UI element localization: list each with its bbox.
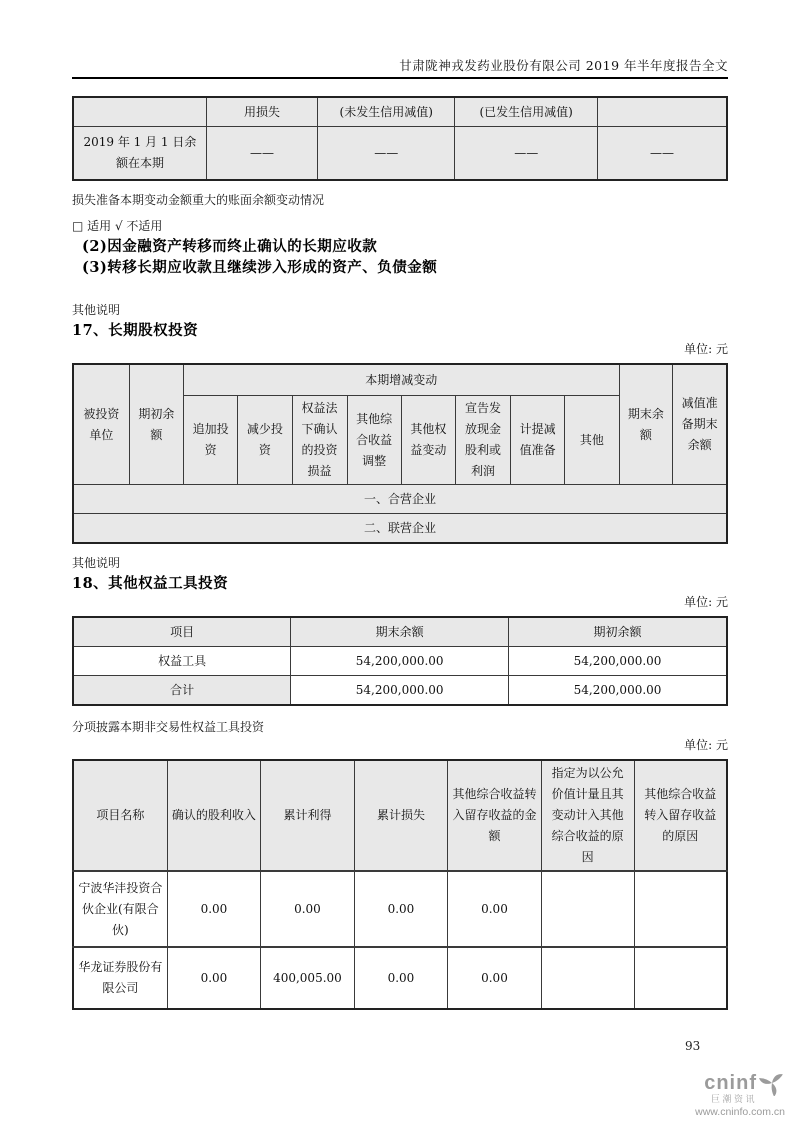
header-cell (73, 97, 206, 127)
section-heading-3: (3)转移长期应收款且继续涉入形成的资产、负债金额 (82, 259, 438, 276)
document-header-title: 甘肃陇神戎发药业股份有限公司 2019 年半年度报告全文 (399, 58, 728, 73)
header-cell: 期初余额 (509, 617, 727, 647)
header-cell: 确认的股利收入 (167, 760, 261, 871)
subheader-cell: 其他 (565, 396, 619, 485)
item-name-cell: 华龙证券股份有限公司 (73, 947, 167, 1009)
header-cell: 期末余额 (619, 364, 673, 485)
header-cell: 累计利得 (261, 760, 355, 871)
category-cell: 一、合营企业 (73, 485, 727, 514)
value-cell: —— (455, 127, 598, 181)
header-divider (72, 77, 728, 79)
disclosure-note: 分项披露本期非交易性权益工具投资 (72, 720, 265, 734)
header-cell: (未发生信用减值) (318, 97, 455, 127)
table-row-total (73, 676, 727, 706)
other-note: 其他说明 (72, 556, 121, 570)
header-cell: 其他综合收益转入留存收益的原因 (634, 760, 727, 871)
header-cell: 减值准备期末余额 (673, 364, 727, 485)
value-cell: 400,005.00 (261, 947, 355, 1009)
loss-change-note: 损失准备本期变动金额重大的账面余额变动情况 (72, 193, 325, 207)
section-18-title: 18、其他权益工具投资 (72, 575, 229, 592)
value-cell: —— (318, 127, 455, 181)
table-header-row (73, 364, 727, 396)
header-cell: 期初余额 (129, 364, 183, 485)
cninfo-url: www.cninfo.com.cn (695, 1106, 785, 1118)
cninfo-swirl-icon (759, 1070, 785, 1100)
subheader-cell: 计提减值准备 (510, 396, 564, 485)
subheader-cell: 减少投资 (238, 396, 292, 485)
section-heading-2: (2)因金融资产转移而终止确认的长期应收款 (82, 238, 378, 255)
row-label-cell: 2019 年 1 月 1 日余额在本期 (73, 127, 206, 181)
header-cell: 期末余额 (291, 617, 509, 647)
header-cell: 其他综合收益转入留存收益的金额 (448, 760, 542, 871)
value-cell: 0.00 (448, 871, 542, 947)
table-row (73, 127, 727, 181)
header-cell: 被投资单位 (73, 364, 129, 485)
value-cell: —— (206, 127, 317, 181)
group-header-cell: 本期增减变动 (184, 364, 620, 396)
value-cell: 0.00 (354, 871, 448, 947)
value-cell (634, 947, 727, 1009)
applicability-line: □ 适用 √ 不适用 (72, 219, 163, 233)
value-cell: 0.00 (167, 871, 261, 947)
total-label-cell: 合计 (73, 676, 291, 706)
item-name-cell: 宁波华沣投资合伙企业(有限合伙) (73, 871, 167, 947)
other-note: 其他说明 (72, 303, 121, 317)
table-row (73, 947, 727, 1009)
value-cell: 54,200,000.00 (291, 647, 509, 676)
long-term-equity-table (72, 363, 728, 544)
header-cell: 项目 (73, 617, 291, 647)
value-cell (541, 871, 634, 947)
page-content (72, 96, 728, 1010)
subheader-cell: 权益法下确认的投资损益 (292, 396, 347, 485)
cninfo-brand-chinese: 巨潮资讯 (710, 1094, 757, 1104)
header-cell: 累计损失 (354, 760, 448, 871)
header-cell (597, 97, 727, 127)
table-header-row (73, 760, 727, 871)
value-cell: 0.00 (167, 947, 261, 1009)
subheader-cell: 其他权益变动 (401, 396, 455, 485)
non-trading-equity-detail-table (72, 759, 728, 1010)
table-row (73, 647, 727, 676)
value-cell (541, 947, 634, 1009)
value-cell: —— (597, 127, 727, 181)
page-number: 93 (685, 1039, 701, 1053)
subheader-cell: 宣告发放现金股利或利润 (456, 396, 511, 485)
item-cell: 权益工具 (73, 647, 291, 676)
value-cell: 0.00 (354, 947, 448, 1009)
table-row (73, 871, 727, 947)
value-cell: 0.00 (261, 871, 355, 947)
value-cell: 54,200,000.00 (509, 647, 727, 676)
table-row (73, 485, 727, 514)
header-cell: (已发生信用减值) (455, 97, 598, 127)
value-cell: 54,200,000.00 (509, 676, 727, 706)
subheader-cell: 追加投资 (184, 396, 238, 485)
header-cell: 指定为以公允价值计量且其变动计入其他综合收益的原因 (541, 760, 634, 871)
header-cell: 用损失 (206, 97, 317, 127)
category-cell: 二、联营企业 (73, 514, 727, 544)
table-row (73, 514, 727, 544)
section-17-title: 17、长期股权投资 (72, 322, 199, 339)
value-cell: 54,200,000.00 (291, 676, 509, 706)
unit-label: 单位: 元 (684, 342, 728, 356)
value-cell: 0.00 (448, 947, 542, 1009)
credit-loss-table (72, 96, 728, 181)
unit-label: 单位: 元 (684, 595, 728, 609)
cninfo-brand-text: cninf (704, 1072, 757, 1094)
table-header-row (73, 97, 727, 127)
table-header-row (73, 617, 727, 647)
subheader-cell: 其他综合收益调整 (347, 396, 401, 485)
cninfo-logo (625, 1070, 785, 1118)
header-cell: 项目名称 (73, 760, 167, 871)
unit-label: 单位: 元 (684, 738, 728, 752)
value-cell (634, 871, 727, 947)
other-equity-table (72, 616, 728, 706)
